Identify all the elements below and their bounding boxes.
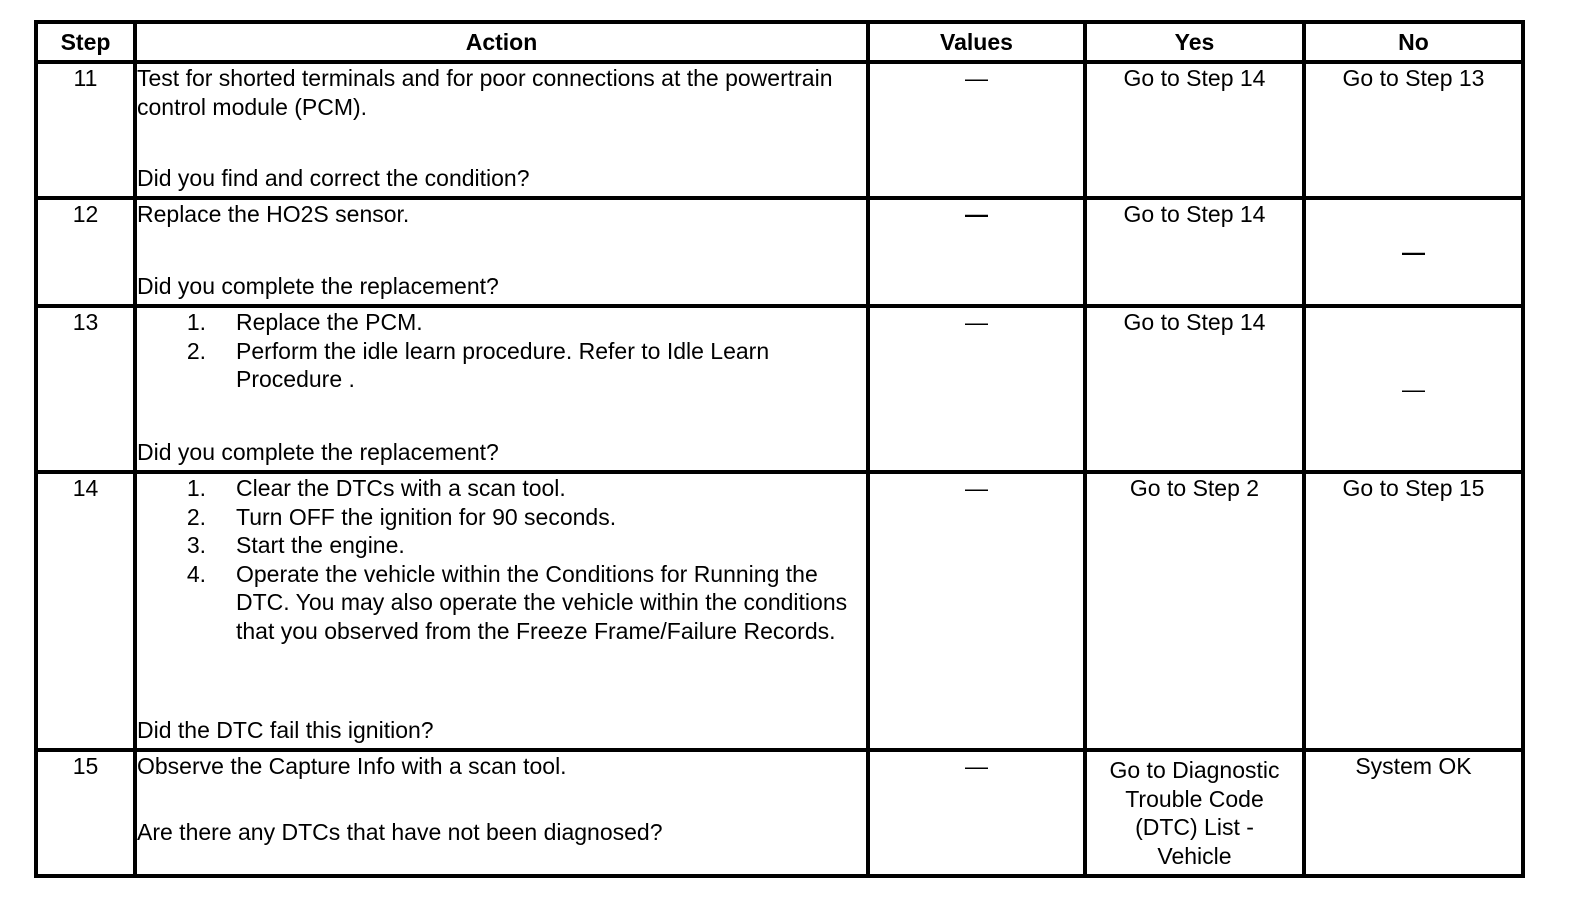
table-row-step-12	[36, 198, 1523, 306]
table-row-step-11	[36, 62, 1523, 198]
values-cell: —	[868, 472, 1085, 750]
action-question: Are there any DTCs that have not been diagnosed?	[137, 819, 663, 845]
table-row-step-14	[36, 472, 1523, 750]
action-steps-list	[137, 308, 866, 394]
no-system-ok: System OK	[1304, 750, 1523, 876]
list-item: 2. Turn OFF the ignition for 90 seconds.	[186, 503, 617, 530]
diagnostic-table	[34, 20, 1525, 878]
step-number: 13	[36, 306, 135, 472]
header-action: Action	[135, 22, 868, 62]
no-cell: —	[1304, 306, 1523, 472]
table-row-step-15	[36, 750, 1523, 876]
action-text: Replace the HO2S sensor.	[137, 201, 410, 227]
action-cell	[135, 306, 868, 472]
step-number: 14	[36, 472, 135, 750]
action-question: Did you find and correct the condition?	[137, 164, 530, 191]
yes-link-go-to-step-2[interactable]: Go to Step 2	[1085, 472, 1304, 750]
step-number: 15	[36, 750, 135, 876]
values-cell: —	[868, 198, 1085, 306]
action-cell	[135, 198, 868, 306]
step-number: 11	[36, 62, 135, 198]
action-question: Did the DTC fail this ignition?	[137, 716, 434, 743]
list-item: 2. Perform the idle learn procedure. Refer to Idle Learn Procedure .	[186, 337, 770, 392]
action-question: Did you complete the replacement?	[137, 272, 499, 299]
action-question: Did you complete the replacement?	[137, 438, 499, 465]
action-text: Observe the Capture Info with a scan tool.	[137, 753, 567, 779]
list-item: 4. Operate the vehicle within the Conditions for Running the DTC. You may also operate the vehicle within the conditions that you observed from the Freeze Frame/Failure Records.	[186, 560, 848, 644]
action-steps-list	[137, 474, 866, 645]
values-cell: —	[868, 306, 1085, 472]
list-item: 1. Clear the DTCs with a scan tool.	[186, 475, 566, 501]
yes-link-go-to-step-14[interactable]: Go to Step 14	[1085, 306, 1304, 472]
action-cell	[135, 472, 868, 750]
header-values: Values	[868, 22, 1085, 62]
action-cell	[135, 62, 868, 198]
table-row-step-13	[36, 306, 1523, 472]
list-item: 1. Replace the PCM.	[186, 309, 423, 335]
yes-link-go-to-step-14[interactable]: Go to Step 14	[1085, 62, 1304, 198]
action-text: Test for shorted terminals and for poor connections at the powertrain control module (PCM).	[137, 65, 833, 120]
values-cell: —	[868, 62, 1085, 198]
yes-link-dtc-list-vehicle[interactable]: Go to Diagnostic Trouble Code (DTC) List - Vehicle	[1085, 750, 1304, 876]
header-step: Step	[36, 22, 135, 62]
step-number: 12	[36, 198, 135, 306]
no-cell: —	[1304, 198, 1523, 306]
values-cell: —	[868, 750, 1085, 876]
list-item: 3. Start the engine.	[186, 532, 405, 558]
action-cell	[135, 750, 868, 876]
header-row	[36, 22, 1523, 62]
no-link-go-to-step-13[interactable]: Go to Step 13	[1304, 62, 1523, 198]
header-no: No	[1304, 22, 1523, 62]
yes-link-go-to-step-14[interactable]: Go to Step 14	[1085, 198, 1304, 306]
no-link-go-to-step-15[interactable]: Go to Step 15	[1304, 472, 1523, 750]
header-yes: Yes	[1085, 22, 1304, 62]
